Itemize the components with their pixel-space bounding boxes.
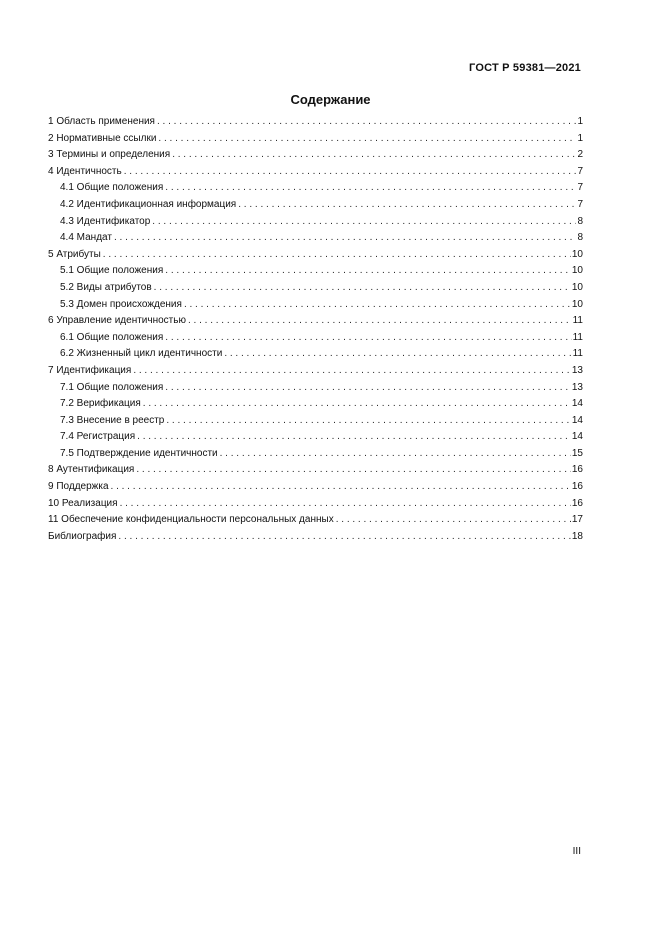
toc-leader-dots [114, 230, 576, 247]
toc-entry[interactable] [48, 164, 583, 181]
toc-leader-dots [172, 147, 576, 164]
toc-entry-page: 14 [571, 398, 583, 410]
toc-entry-label: 5 Атрибуты [48, 248, 101, 260]
toc-entry-page: 10 [571, 265, 583, 277]
toc-leader-dots [154, 280, 571, 297]
toc-subentry[interactable] [48, 413, 583, 430]
toc-entry-label: 5.1 Общие положения [60, 265, 164, 277]
toc-entry-label: 6 Управление идентичностью [48, 315, 186, 327]
toc-subentry[interactable] [48, 263, 583, 280]
toc-subentry[interactable] [48, 330, 583, 347]
toc-entry[interactable] [48, 479, 583, 496]
toc-entry-label: 4 Идентичность [48, 165, 122, 177]
toc-entry-page: 14 [571, 431, 583, 443]
toc-entry-label: 5.2 Виды атрибутов [60, 281, 152, 293]
toc-leader-dots [188, 313, 572, 330]
toc-leader-dots [184, 297, 571, 314]
toc-entry-label: 9 Поддержка [48, 481, 109, 493]
table-of-contents [48, 114, 583, 545]
toc-subentry[interactable] [48, 230, 583, 247]
toc-entry-page: 11 [572, 348, 583, 360]
toc-leader-dots [158, 131, 576, 148]
toc-subentry[interactable] [48, 214, 583, 231]
toc-entry-label: 2 Нормативные ссылки [48, 132, 157, 144]
toc-leader-dots [165, 180, 576, 197]
toc-leader-dots [143, 396, 571, 413]
toc-entry-page: 8 [577, 232, 583, 244]
toc-subentry[interactable] [48, 197, 583, 214]
toc-title: Содержание [290, 92, 371, 107]
toc-subentry[interactable] [48, 380, 583, 397]
toc-leader-dots [103, 247, 571, 264]
toc-entry-page: 16 [571, 464, 583, 476]
toc-entry-page: 1 [577, 116, 583, 127]
toc-entry-label: 1 Область применения [48, 116, 155, 127]
toc-entry[interactable] [48, 529, 583, 546]
toc-leader-dots [220, 446, 571, 463]
toc-entry[interactable] [48, 131, 583, 148]
toc-entry-page: 13 [571, 381, 583, 393]
toc-entry-page: 15 [571, 447, 583, 459]
toc-entry-page: 13 [571, 364, 583, 376]
toc-entry[interactable] [48, 462, 583, 479]
toc-leader-dots [224, 346, 571, 363]
toc-subentry[interactable] [48, 180, 583, 197]
toc-entry-label: 3 Термины и определения [48, 149, 171, 161]
toc-entry[interactable] [48, 496, 583, 513]
toc-entry-label: 7.4 Регистрация [60, 431, 136, 443]
toc-entry[interactable] [48, 147, 583, 164]
toc-subentry[interactable] [48, 280, 583, 297]
toc-entry-page: 8 [577, 215, 583, 227]
toc-entry-label: 6.2 Жизненный цикл идентичности [60, 348, 223, 360]
toc-entry-label: 4.4 Мандат [60, 232, 112, 244]
toc-leader-dots [124, 164, 577, 181]
toc-subentry[interactable] [48, 297, 583, 314]
page-number: III [572, 846, 581, 857]
toc-entry-page: 14 [571, 414, 583, 426]
toc-leader-dots [111, 479, 571, 496]
toc-entry-page: 18 [571, 530, 583, 542]
toc-entry-page: 1 [577, 132, 583, 144]
toc-leader-dots [238, 197, 576, 214]
toc-entry-page: 10 [571, 298, 583, 310]
toc-entry-label: 7.3 Внесение в реестр [60, 414, 165, 426]
toc-entry-page: 10 [571, 248, 583, 260]
toc-entry-label: 4.3 Идентификатор [60, 215, 151, 227]
toc-subentry[interactable] [48, 446, 583, 463]
toc-leader-dots [157, 114, 576, 131]
toc-leader-dots [136, 462, 571, 479]
toc-entry[interactable] [48, 247, 583, 264]
toc-leader-dots [152, 214, 576, 231]
toc-entry-label: 4.2 Идентификационная информация [60, 198, 237, 210]
toc-entry-page: 11 [572, 331, 583, 343]
toc-subentry[interactable] [48, 396, 583, 413]
toc-leader-dots [166, 413, 571, 430]
toc-entry-label: 5.3 Домен происхождения [60, 298, 182, 310]
toc-entry[interactable] [48, 313, 583, 330]
toc-leader-dots [165, 330, 571, 347]
toc-entry-label: Библиография [48, 530, 117, 542]
toc-leader-dots [118, 529, 570, 546]
toc-entry-label: 7.5 Подтверждение идентичности [60, 447, 218, 459]
toc-entry-page: 10 [571, 281, 583, 293]
toc-entry-page: 11 [572, 315, 583, 327]
toc-subentry[interactable] [48, 429, 583, 446]
toc-entry-page: 7 [577, 198, 583, 210]
toc-entry[interactable] [48, 363, 583, 380]
toc-entry[interactable] [48, 512, 583, 529]
toc-subentry[interactable] [48, 346, 583, 363]
toc-entry-page: 7 [577, 165, 583, 177]
toc-entry-label: 6.1 Общие положения [60, 331, 164, 343]
toc-entry-label: 8 Аутентификация [48, 464, 135, 476]
toc-leader-dots [336, 512, 571, 529]
toc-entry-label: 11 Обеспечение конфиденциальности персональных данных [48, 514, 334, 526]
toc-entry-label: 10 Реализация [48, 497, 118, 509]
toc-leader-dots [120, 496, 571, 513]
toc-entry[interactable] [48, 114, 583, 131]
toc-entry-page: 16 [571, 497, 583, 509]
toc-entry-label: 7 Идентификация [48, 364, 132, 376]
toc-entry-label: 7.2 Верификация [60, 398, 141, 410]
toc-entry-label: 7.1 Общие положения [60, 381, 164, 393]
toc-entry-page: 17 [571, 514, 583, 526]
toc-entry-page: 2 [577, 149, 583, 161]
toc-entry-label: 4.1 Общие положения [60, 182, 164, 194]
toc-entry-page: 7 [577, 182, 583, 194]
toc-entry-page: 16 [571, 481, 583, 493]
toc-leader-dots [165, 263, 571, 280]
toc-leader-dots [133, 363, 571, 380]
toc-leader-dots [137, 429, 571, 446]
document-code: ГОСТ Р 59381—2021 [469, 62, 581, 74]
toc-leader-dots [165, 380, 571, 397]
